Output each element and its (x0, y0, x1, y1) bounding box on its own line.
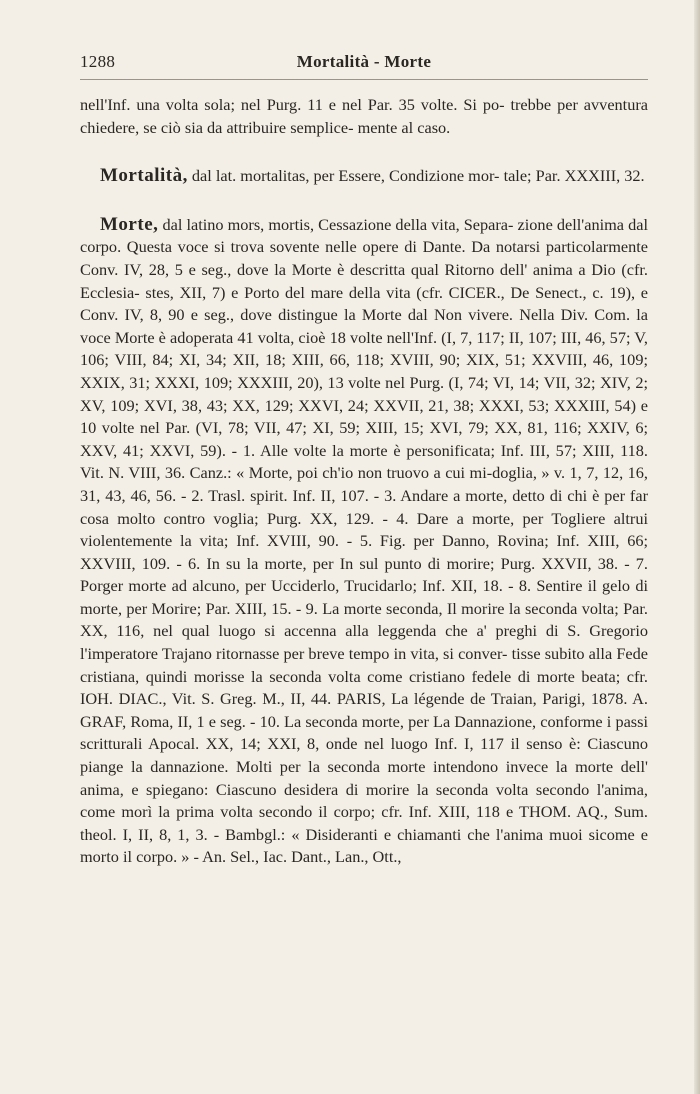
text-line: nell'Inf. una volta sola; nel Purg. 11 e nel Par. 35 volte. Si po- (80, 95, 505, 114)
text-line: dal lat. mortalitas, per Essere, Condizione mor- (191, 166, 500, 186)
text-line: nel qual luogo si accenna alla leggenda che a' preghi di S. Gregorio (153, 621, 648, 641)
text-line: XXVIII, 109. - 6. In su la morte, per In sul punto di morire; Purg. (80, 553, 536, 573)
entry-headword: Morte, (100, 213, 159, 235)
text-line: a morte, detto di chi è per far cosa molto contro voglia; Purg. (80, 485, 648, 528)
text-line: morte intendono invece la morte dell' anima, e spiegano: Ciascuno (80, 757, 648, 799)
text-line: vita; Inf. XVIII, 90. - 5. Fig. per Danno, Rovina; Inf. XIII, 66; (199, 531, 649, 551)
text-line: XI, 34; XII, 18; XIII, 66, 118; XVIII, 90; XIX, 51; XXVIII, 46, 109; (178, 350, 648, 370)
text-line: 21, 38; XXXI, 53; XXXIII, 54) e 10 volte nel Par. (VI, 78; VII, 47; (80, 395, 648, 438)
text-line: muoi sicome e morto il corpo. » - An. Sel., Iac. Dant., Lan., Ott., (80, 824, 648, 867)
entry-mortalita (80, 165, 648, 188)
text-line: trebbe per avventura chiedere, se ciò sia da attribuire semplice- (80, 95, 648, 137)
text-line: Inf. XII, 18. - 8. Sentire il gelo di morte, per Morire; Par. XIII, 15. (80, 576, 648, 618)
text-line: prima volta secondo il corpo; cfr. Inf. XIII, 118 e THOM. AQ., Sum. (176, 802, 648, 822)
text-line: vivere. Nella Div. Com. la voce Morte è adoperata 41 volta, cioè (80, 305, 648, 347)
text-line: XX, 129. - 4. Dare a morte, per Togliere altrui violentemente la (80, 508, 648, 551)
text-line: tisse subito alla Fede cristiana, quindi morisse la seconda volta come (80, 644, 648, 686)
text-line: zione dell'anima dal corpo. Questa voce si trova sovente nelle opere (80, 214, 648, 257)
text-line: XXIX, 31; XXXI, 109; XXXIII, 20), 13 volte nel Purg. (I, 74; VI, 14; (80, 372, 540, 392)
paragraph-continuation (80, 94, 648, 139)
text-line: 1. Alle volte la morte è personificata; Inf. III, 57; XIII, 118. Vit. N. (80, 440, 649, 483)
page-header (80, 52, 648, 76)
text-line: desidera di morire la seconda volta secondo l'anima, come morì la (80, 779, 649, 822)
entry-morte (80, 214, 648, 869)
text-line: mente al caso. (357, 117, 451, 137)
text-line: 18 volte nell'Inf. (I, 7, 117; II, 107; III, 46, 57; V, 106; VIII, 84; (80, 327, 649, 370)
text-line: - 9. La morte seconda, Il morire la seconda volta; Par. XX, 116, (80, 598, 648, 641)
text-line: XI, 59; XIII, 15; XVI, 79; XX, 81, 116; XXIV, 6; XXV, 41; XXVI, 59). - (80, 418, 649, 460)
header-rule (80, 79, 648, 80)
text-line: II, 44. PARIS, La légende de Traian, Parigi, 1878. A. GRAF, Roma, (80, 689, 648, 731)
text-line: passi scritturali Apocal. XX, 14; XXI, 8, onde nel luogo Inf. I, 117 (80, 711, 648, 754)
text-line: XXVII, 38. - 7. Porger morte ad alcuno, per Ucciderlo, Trucidarlo; (80, 553, 648, 596)
text-line: cristiano fedele di morte beata; cfr. IOH. DIAC., Vit. S. Greg. M., (80, 666, 648, 709)
page-edge (694, 0, 700, 1094)
running-head: Mortalità - Morte (296, 52, 432, 71)
text-line: II, 1 e seg. - 10. La seconda morte, per La Dannazione, conforme i (177, 711, 612, 731)
entry-headword: Mortalità, (100, 165, 188, 187)
page-number: 1288 (80, 52, 116, 71)
text-line: di Dante. Da notarsi particolarmente Conv. IV, 28, 5 e seg., dove (80, 237, 649, 279)
text-line: c. 19), e Conv. IV, 8, 90 e seg., dove distingue la Morte dal Non (80, 282, 649, 325)
text-line: dal latino mors, mortis, Cessazione della vita, Separa- (162, 214, 514, 234)
text-line: l'imperatore Trajano ritornasse per breve tempo in vita, si conver- (80, 644, 508, 664)
text-line: VIII, 36. Canz.: « Morte, poi ch'io non truovo a cui mi-doglia, » v. 1, (128, 463, 582, 483)
text-line: 7, 12, 16, 31, 43, 46, 56. - 2. Trasl. spirit. Inf. II, 107. - 3. Andare (80, 463, 649, 505)
text-line: VII, 32; XIV, 2; XV, 109; XVI, 38, 43; XX, 129; XXVI, 24; XXVII, (80, 372, 648, 415)
text-line: tale; Par. XXXIII, 32. (503, 166, 645, 186)
text-line: la Morte è descritta qual Ritorno dell' anima a Dio (cfr. Ecclesia- (80, 259, 649, 302)
text-line: theol. I, II, 8, 1, 3. - Bambgl.: « Disideranti e chiamanti che l'anima (80, 824, 544, 844)
body-text (80, 94, 648, 869)
text-line: il senso è: Ciascuno piange la dannazione. Molti per la seconda (80, 734, 648, 777)
text-line: stes, XII, 7) e Porto del mare della vita (cfr. CICER., De Senect., (145, 282, 587, 302)
